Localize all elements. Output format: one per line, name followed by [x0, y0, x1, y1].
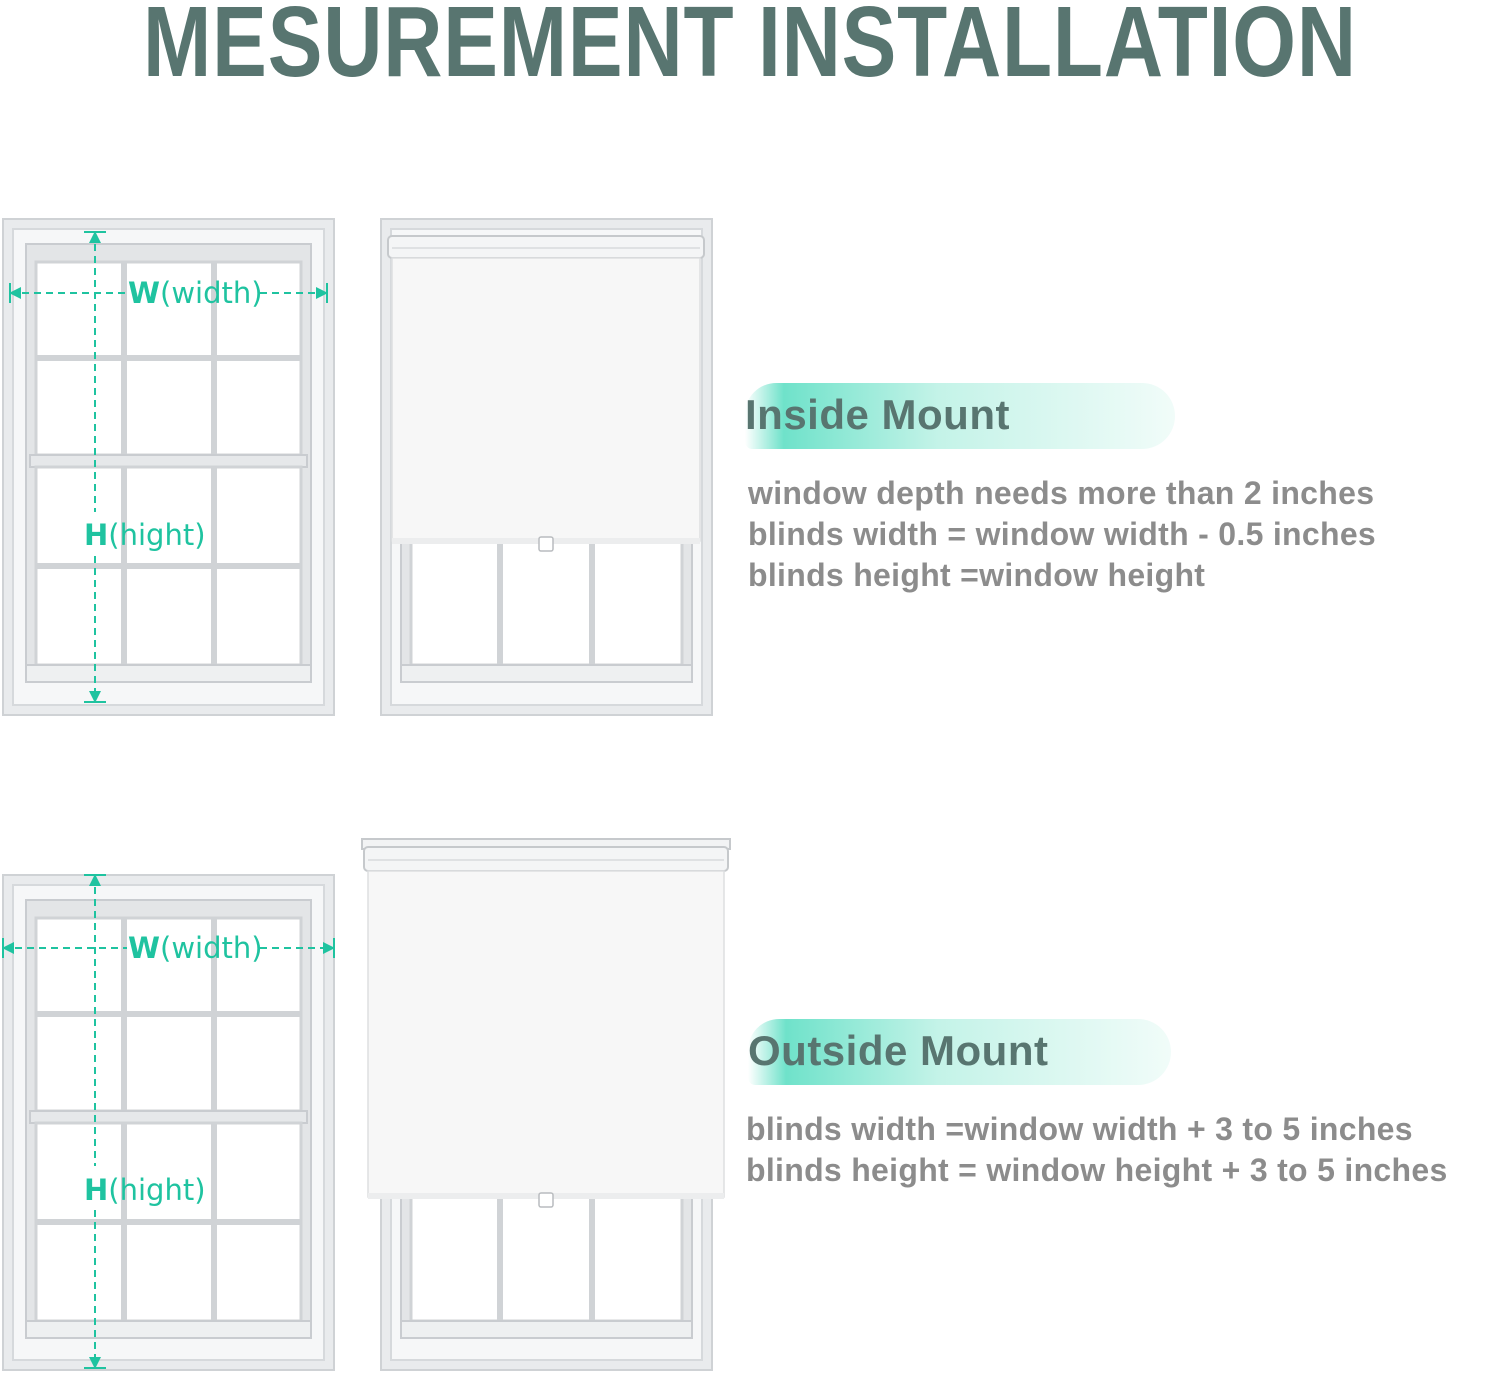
- width-label-outside: W(width): [128, 931, 263, 965]
- outside-mount-instructions: [746, 1109, 1448, 1191]
- outside-mount-banner: [748, 1019, 1171, 1085]
- outside-mount-heading: Outside Mount: [748, 1027, 1049, 1074]
- inside-mount-line: window depth needs more than 2 inches: [748, 475, 1375, 511]
- inside-mount-section: [745, 383, 1376, 596]
- inside-mount-line: blinds width = window width - 0.5 inches: [748, 516, 1377, 552]
- page-title: MESUREMENT INSTALLATION: [143, 0, 1357, 98]
- outside-mount-line: blinds width =window width + 3 to 5 inches: [746, 1111, 1413, 1147]
- height-label-outside: H(hight): [84, 1173, 206, 1207]
- width-label-inside: W(width): [128, 276, 263, 310]
- outside-mount-section: [748, 1019, 1448, 1191]
- inside-mount-banner: [745, 383, 1175, 449]
- inside-mount-heading: Inside Mount: [745, 391, 1010, 438]
- outside-mount-blind-illustration: [362, 839, 730, 1370]
- inside-mount-line: blinds height =window height: [748, 557, 1206, 593]
- inside-mount-instructions: [748, 473, 1376, 596]
- height-label-inside: H(hight): [84, 518, 206, 552]
- inside-mount-blind-illustration: [381, 219, 712, 715]
- outside-mount-line: blinds height = window height + 3 to 5 inches: [746, 1152, 1448, 1188]
